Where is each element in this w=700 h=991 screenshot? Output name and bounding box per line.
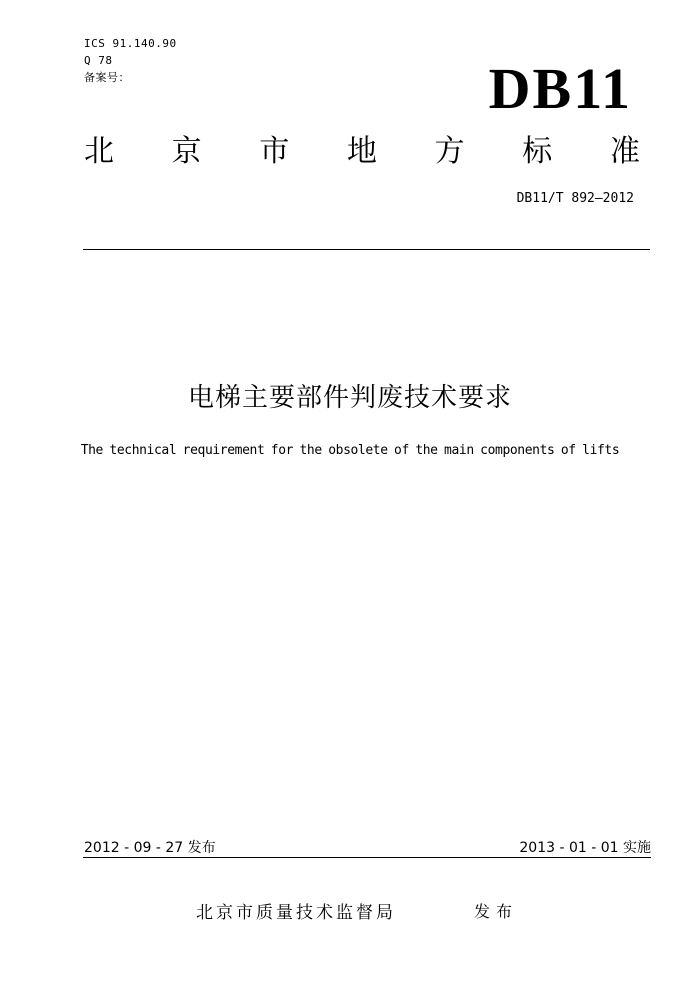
document-title-english: The technical requirement for the obsolete of the main components of lifts bbox=[80, 443, 620, 458]
implementation-date: 2013 - 01 - 01 实施 bbox=[519, 840, 651, 856]
record-number-label: 备案号： bbox=[84, 71, 130, 84]
category-char: 地 bbox=[346, 134, 377, 169]
category-char: 标 bbox=[522, 134, 553, 169]
db-logo: DB11 bbox=[488, 56, 632, 121]
ics-code: ICS 91.140.90 bbox=[84, 37, 177, 50]
category-char: 北 bbox=[84, 134, 114, 169]
header-divider bbox=[83, 249, 650, 250]
category-char: 方 bbox=[434, 134, 465, 169]
issue-label: 发布 bbox=[474, 902, 519, 921]
issue-date: 2012 - 09 - 27 发布 bbox=[84, 840, 216, 856]
category-char: 京 bbox=[171, 134, 202, 169]
standard-category bbox=[84, 132, 640, 172]
category-char: 市 bbox=[259, 134, 290, 169]
document-title-chinese: 电梯主要部件判废技术要求 bbox=[187, 383, 512, 413]
footer-divider bbox=[83, 857, 651, 858]
ccs-code: Q 78 bbox=[84, 54, 113, 67]
issuing-authority: 北京市质量技术监督局 bbox=[196, 903, 396, 923]
category-char: 准 bbox=[609, 134, 640, 169]
standard-number: DB11/T 892—2012 bbox=[516, 191, 634, 206]
